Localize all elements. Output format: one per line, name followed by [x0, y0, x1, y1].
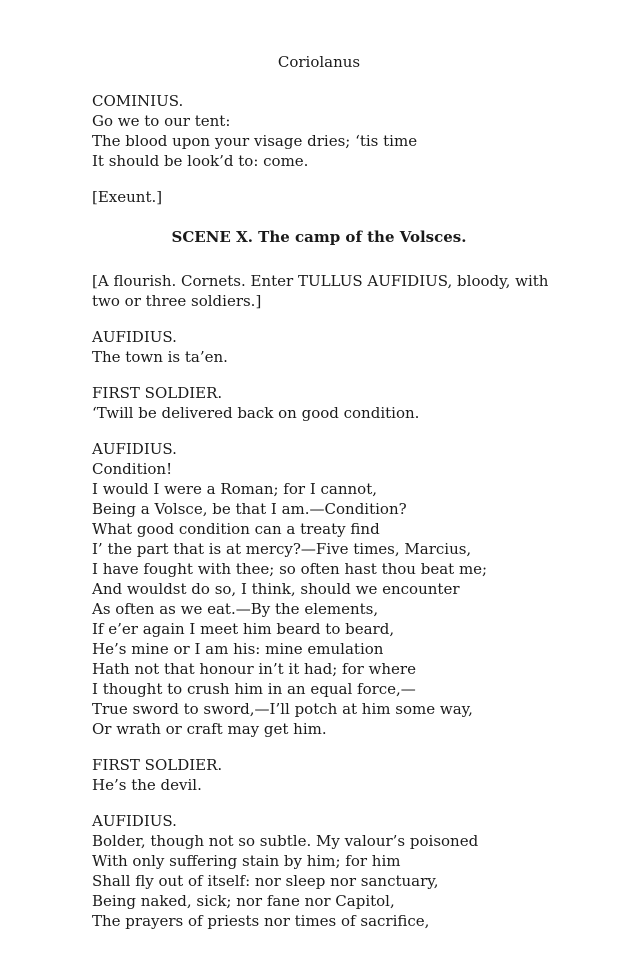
speaker-name: FIRST SOLDIER.	[92, 756, 223, 774]
speech-line: Hath not that honour in’t it had; for where	[92, 660, 416, 678]
speech-line: Shall fly out of itself: nor sleep nor sanctuary,	[92, 872, 439, 890]
speech-line: If e’er again I meet him beard to beard,	[92, 620, 395, 638]
running-header: Coriolanus	[277, 53, 361, 71]
speaker-name: COMINIUS.	[92, 92, 184, 110]
speech-line: The prayers of priests nor times of sacrifice,	[92, 912, 430, 930]
speech-line: And wouldst do so, I think, should we encounter	[92, 580, 460, 598]
speech-line: It should be look’d to: come.	[92, 152, 309, 170]
speech-line: The blood upon your visage dries; ‘tis time	[92, 132, 418, 150]
speaker-name: FIRST SOLDIER.	[92, 384, 223, 402]
speech-line: He’s mine or I am his: mine emulation	[92, 640, 384, 658]
speaker-name: AUFIDIUS.	[92, 812, 177, 830]
speech-line: I’ the part that is at mercy?—Five times, Marcius,	[92, 540, 472, 558]
play-text	[92, 91, 562, 947]
speech-block	[92, 439, 562, 739]
speech-line: With only suffering stain by him; for him	[92, 852, 401, 870]
speech-line: He’s the devil.	[92, 776, 202, 794]
speech-line: The town is ta’en.	[92, 348, 228, 366]
stage-direction	[92, 271, 562, 311]
speech-line: Go we to our tent:	[92, 112, 231, 130]
speech-block	[92, 327, 562, 367]
speech-line: As often as we eat.—By the elements,	[92, 600, 379, 618]
speech-line: Being naked, sick; nor fane nor Capitol,	[92, 892, 395, 910]
speech-line: True sword to sword,—I’ll potch at him some way,	[92, 700, 473, 718]
speaker-name: AUFIDIUS.	[92, 328, 177, 346]
stage-direction	[92, 187, 562, 207]
speech-line: I thought to crush him in an equal force,—	[92, 680, 416, 698]
speech-line: What good condition can a treaty find	[92, 520, 380, 538]
speech-line: I would I were a Roman; for I cannot,	[92, 480, 378, 498]
speech-line: Being a Volsce, be that I am.—Condition?	[92, 500, 407, 518]
speech-block	[92, 91, 562, 171]
speech-block	[92, 383, 562, 423]
speech-line: I have fought with thee; so often hast thou beat me;	[92, 560, 488, 578]
speech-block	[92, 811, 562, 931]
speech-line: Condition!	[92, 460, 173, 478]
stage-direction-text: [Exeunt.]	[92, 188, 163, 206]
speaker-name: AUFIDIUS.	[92, 440, 177, 458]
stage-direction-text: [A flourish. Cornets. Enter TULLUS AUFIDIUS, bloody, with two or three soldiers.]	[92, 272, 549, 310]
speech-line: ‘Twill be delivered back on good condition.	[92, 404, 420, 422]
speech-line: Or wrath or craft may get him.	[92, 720, 327, 738]
speech-line: Bolder, though not so subtle. My valour’s poisoned	[92, 832, 479, 850]
speech-block	[92, 755, 562, 795]
scene-heading: SCENE X. The camp of the Volsces.	[171, 228, 467, 246]
